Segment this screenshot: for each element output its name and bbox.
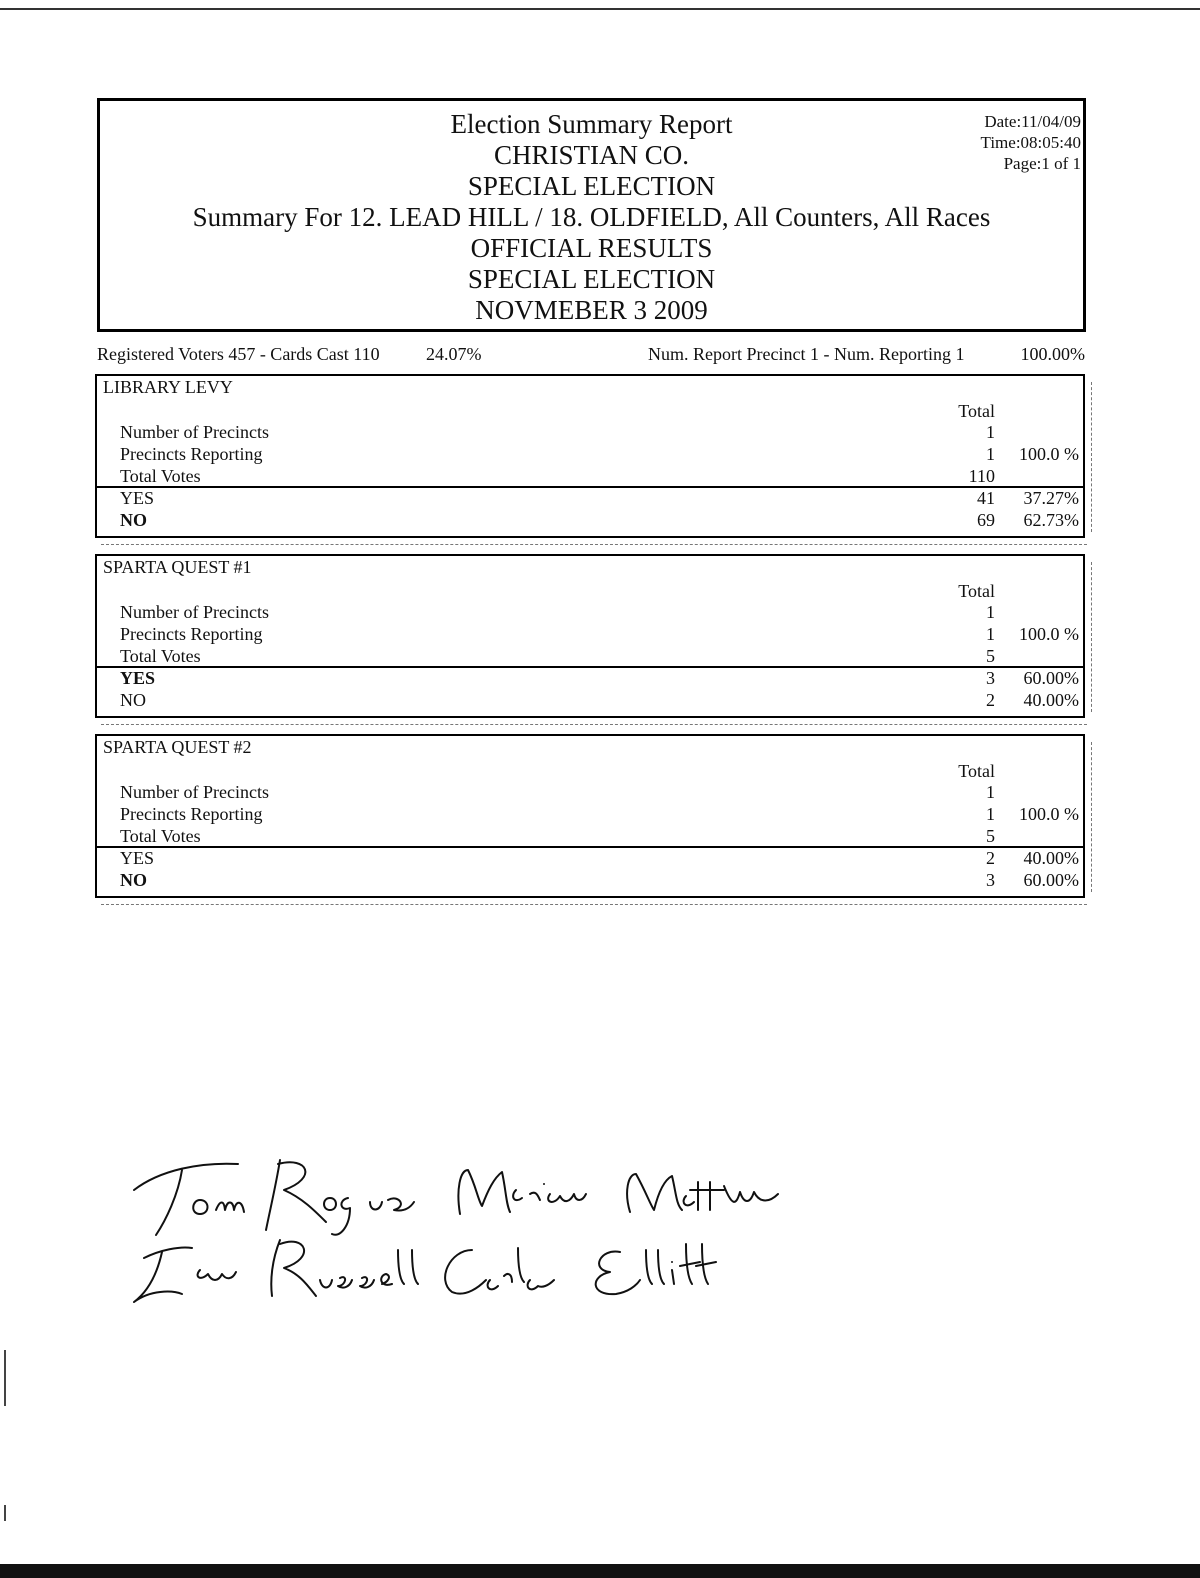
stat-row <box>97 601 1083 623</box>
stat-row <box>97 443 1083 465</box>
scan-mark <box>4 1505 6 1521</box>
choice-votes: 69 <box>977 510 995 530</box>
report-meta <box>981 111 1081 174</box>
scan-shadow <box>101 724 1087 725</box>
election-type: SPECIAL ELECTION <box>467 171 716 201</box>
race-title: SPARTA QUEST #2 <box>103 737 252 757</box>
choice-label: NO <box>120 690 146 710</box>
stat-row <box>97 803 1083 825</box>
results-status: OFFICIAL RESULTS <box>470 233 713 263</box>
precincts-reporting-summary: Num. Report Precinct 1 - Num. Reporting 1 <box>648 344 965 364</box>
choice-row <box>97 689 1083 711</box>
choice-votes: 2 <box>986 690 995 710</box>
choice-label: YES <box>120 668 156 688</box>
choice-row <box>97 509 1083 531</box>
choice-percent: 37.27% <box>1023 488 1079 508</box>
choice-row <box>97 487 1083 509</box>
stat-label: Total Votes <box>120 826 201 846</box>
choice-percent: 60.00% <box>1023 668 1079 688</box>
race-sparta-quest-1 <box>95 554 1085 718</box>
report-date: Date:11/04/09 <box>984 112 1081 131</box>
turnout-percent: 24.07% <box>426 344 482 364</box>
choice-label: NO <box>120 870 147 890</box>
scan-edge-top <box>0 8 1200 10</box>
choice-votes: 41 <box>977 488 995 508</box>
choice-percent: 40.00% <box>1023 690 1079 710</box>
race-title: LIBRARY LEVY <box>103 377 233 397</box>
choice-percent: 60.00% <box>1023 870 1079 890</box>
choice-row <box>97 667 1083 689</box>
scan-shadow <box>1091 562 1092 712</box>
county-name: CHRISTIAN CO. <box>493 140 689 170</box>
registered-voters: Registered Voters 457 - Cards Cast 110 <box>97 344 380 364</box>
stat-label: Number of Precincts <box>120 602 269 622</box>
stat-row <box>97 421 1083 443</box>
stat-row <box>97 623 1083 645</box>
stat-value: 1 <box>986 782 995 802</box>
report-header <box>97 98 1086 332</box>
choice-votes: 3 <box>986 668 995 688</box>
election-date: NOVMEBER 3 2009 <box>475 295 708 325</box>
scan-mark <box>4 1350 6 1406</box>
report-time: Time:08:05:40 <box>980 133 1081 152</box>
race-title: SPARTA QUEST #1 <box>103 557 252 577</box>
total-header: Total <box>958 401 995 421</box>
choice-votes: 2 <box>986 848 995 868</box>
stat-label: Precincts Reporting <box>120 444 263 464</box>
election-type-repeat: SPECIAL ELECTION <box>467 264 716 294</box>
choice-votes: 3 <box>986 870 995 890</box>
stat-percent: 100.0 % <box>1019 804 1079 824</box>
stat-label: Precincts Reporting <box>120 804 263 824</box>
choice-label: YES <box>120 488 155 508</box>
stat-percent: 100.0 % <box>1019 444 1079 464</box>
choice-label: YES <box>120 848 155 868</box>
stat-value: 5 <box>986 826 995 846</box>
stat-value: 1 <box>986 602 995 622</box>
choice-percent: 40.00% <box>1023 848 1079 868</box>
stat-row <box>97 781 1083 803</box>
stat-row <box>97 465 1083 487</box>
stat-percent: 100.0 % <box>1019 624 1079 644</box>
handwritten-signatures <box>120 1140 840 1320</box>
scan-edge-bottom <box>0 1564 1200 1578</box>
scan-shadow <box>101 544 1087 545</box>
stat-value: 1 <box>986 804 995 824</box>
stat-value: 1 <box>986 624 995 644</box>
choice-row <box>97 847 1083 869</box>
total-header: Total <box>958 761 995 781</box>
stat-label: Total Votes <box>120 466 201 486</box>
total-header-row <box>97 580 1083 602</box>
total-header: Total <box>958 581 995 601</box>
stat-label: Number of Precincts <box>120 782 269 802</box>
scan-shadow <box>101 904 1087 905</box>
report-title: Election Summary Report <box>450 109 733 139</box>
choice-percent: 62.73% <box>1023 510 1079 530</box>
stat-row <box>97 825 1083 847</box>
choice-label: NO <box>120 510 147 530</box>
stat-label: Precincts Reporting <box>120 624 263 644</box>
scan-shadow <box>1091 742 1092 892</box>
race-library-levy <box>95 374 1085 538</box>
turnout-summary <box>97 342 1085 366</box>
stat-value: 110 <box>968 466 995 486</box>
stat-label: Total Votes <box>120 646 201 666</box>
stat-label: Number of Precincts <box>120 422 269 442</box>
stat-row <box>97 645 1083 667</box>
report-title-block <box>100 109 1083 326</box>
choice-row <box>97 869 1083 891</box>
scan-shadow <box>1091 382 1092 532</box>
reporting-percent: 100.00% <box>1020 344 1085 364</box>
total-header-row <box>97 760 1083 782</box>
summary-scope: Summary For 12. LEAD HILL / 18. OLDFIELD, All Counters, All Races <box>192 202 991 232</box>
report-page: Page:1 of 1 <box>1003 154 1081 173</box>
stat-value: 1 <box>986 444 995 464</box>
stat-value: 5 <box>986 646 995 666</box>
total-header-row <box>97 400 1083 422</box>
race-sparta-quest-2 <box>95 734 1085 898</box>
stat-value: 1 <box>986 422 995 442</box>
